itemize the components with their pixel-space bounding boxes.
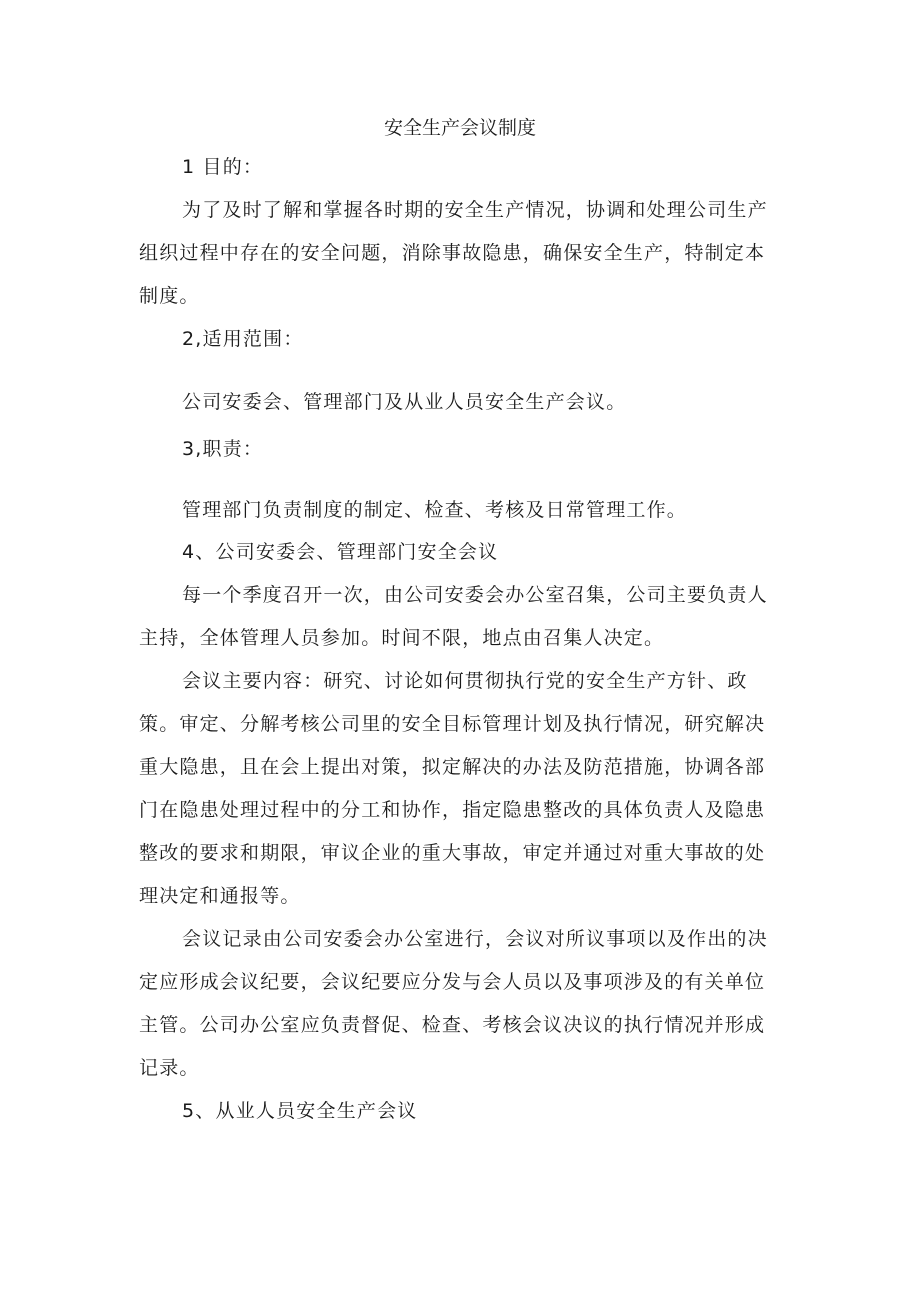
paragraph-line: 公司安委会、管理部门及从业人员安全生产会议。 <box>182 391 627 413</box>
paragraph-line: 每一个季度召开一次，由公司安委会办公室召集，公司主要负责人 <box>182 584 768 606</box>
paragraph-line: 记录。 <box>139 1057 200 1079</box>
document-title: 安全生产会议制度 <box>383 117 536 139</box>
section-2 <box>139 318 779 361</box>
paragraph-line: 主管。公司办公室应负责督促、检查、考核会议决议的执行情况并形成 <box>139 1014 766 1036</box>
section-4-heading: 4、公司安委会、管理部门安全会议 <box>182 541 499 563</box>
section-2-heading: 2,适用范围： <box>182 328 304 350</box>
paragraph-line: 整改的要求和期限，审议企业的重大事故，审定并通过对重大事故的处 <box>139 842 766 864</box>
paragraph-line: 策。审定、分解考核公司里的安全目标管理计划及执行情况，研究解决 <box>139 713 766 735</box>
paragraph-line: 理决定和通报等。 <box>139 885 301 907</box>
section-4 <box>139 531 779 1133</box>
paragraph-line: 重大隐患，且在会上提出对策，拟定解决的办法及防范措施，协调各部 <box>139 756 766 778</box>
section-3-heading: 3,职责： <box>182 438 264 460</box>
section-3 <box>139 428 779 471</box>
section-1 <box>139 146 779 318</box>
section-5-heading: 5、从业人员安全生产会议 <box>182 1100 418 1122</box>
paragraph-line: 制度。 <box>139 285 200 307</box>
paragraph-line: 为了及时了解和掌握各时期的安全生产情况，协调和处理公司生产 <box>182 199 768 221</box>
paragraph-line: 会议记录由公司安委会办公室进行，会议对所议事项以及作出的决 <box>182 928 768 950</box>
paragraph-line: 定应形成会议纪要，会议纪要应分发与会人员以及事项涉及的有关单位 <box>139 971 766 993</box>
paragraph-line: 组织过程中存在的安全问题，消除事故隐患，确保安全生产，特制定本 <box>139 242 766 264</box>
paragraph-line: 会议主要内容：研究、讨论如何贯彻执行党的安全生产方针、政 <box>182 670 748 692</box>
section-2-body <box>139 381 779 424</box>
section-3-body <box>139 489 779 532</box>
paragraph-line: 主持，全体管理人员参加。时间不限，地点由召集人决定。 <box>139 627 665 649</box>
paragraph-line: 门在隐患处理过程中的分工和协作，指定隐患整改的具体负责人及隐患 <box>139 799 766 821</box>
section-1-heading: 1 目的： <box>182 156 264 178</box>
paragraph-line: 管理部门负责制度的制定、检查、考核及日常管理工作。 <box>182 499 688 521</box>
